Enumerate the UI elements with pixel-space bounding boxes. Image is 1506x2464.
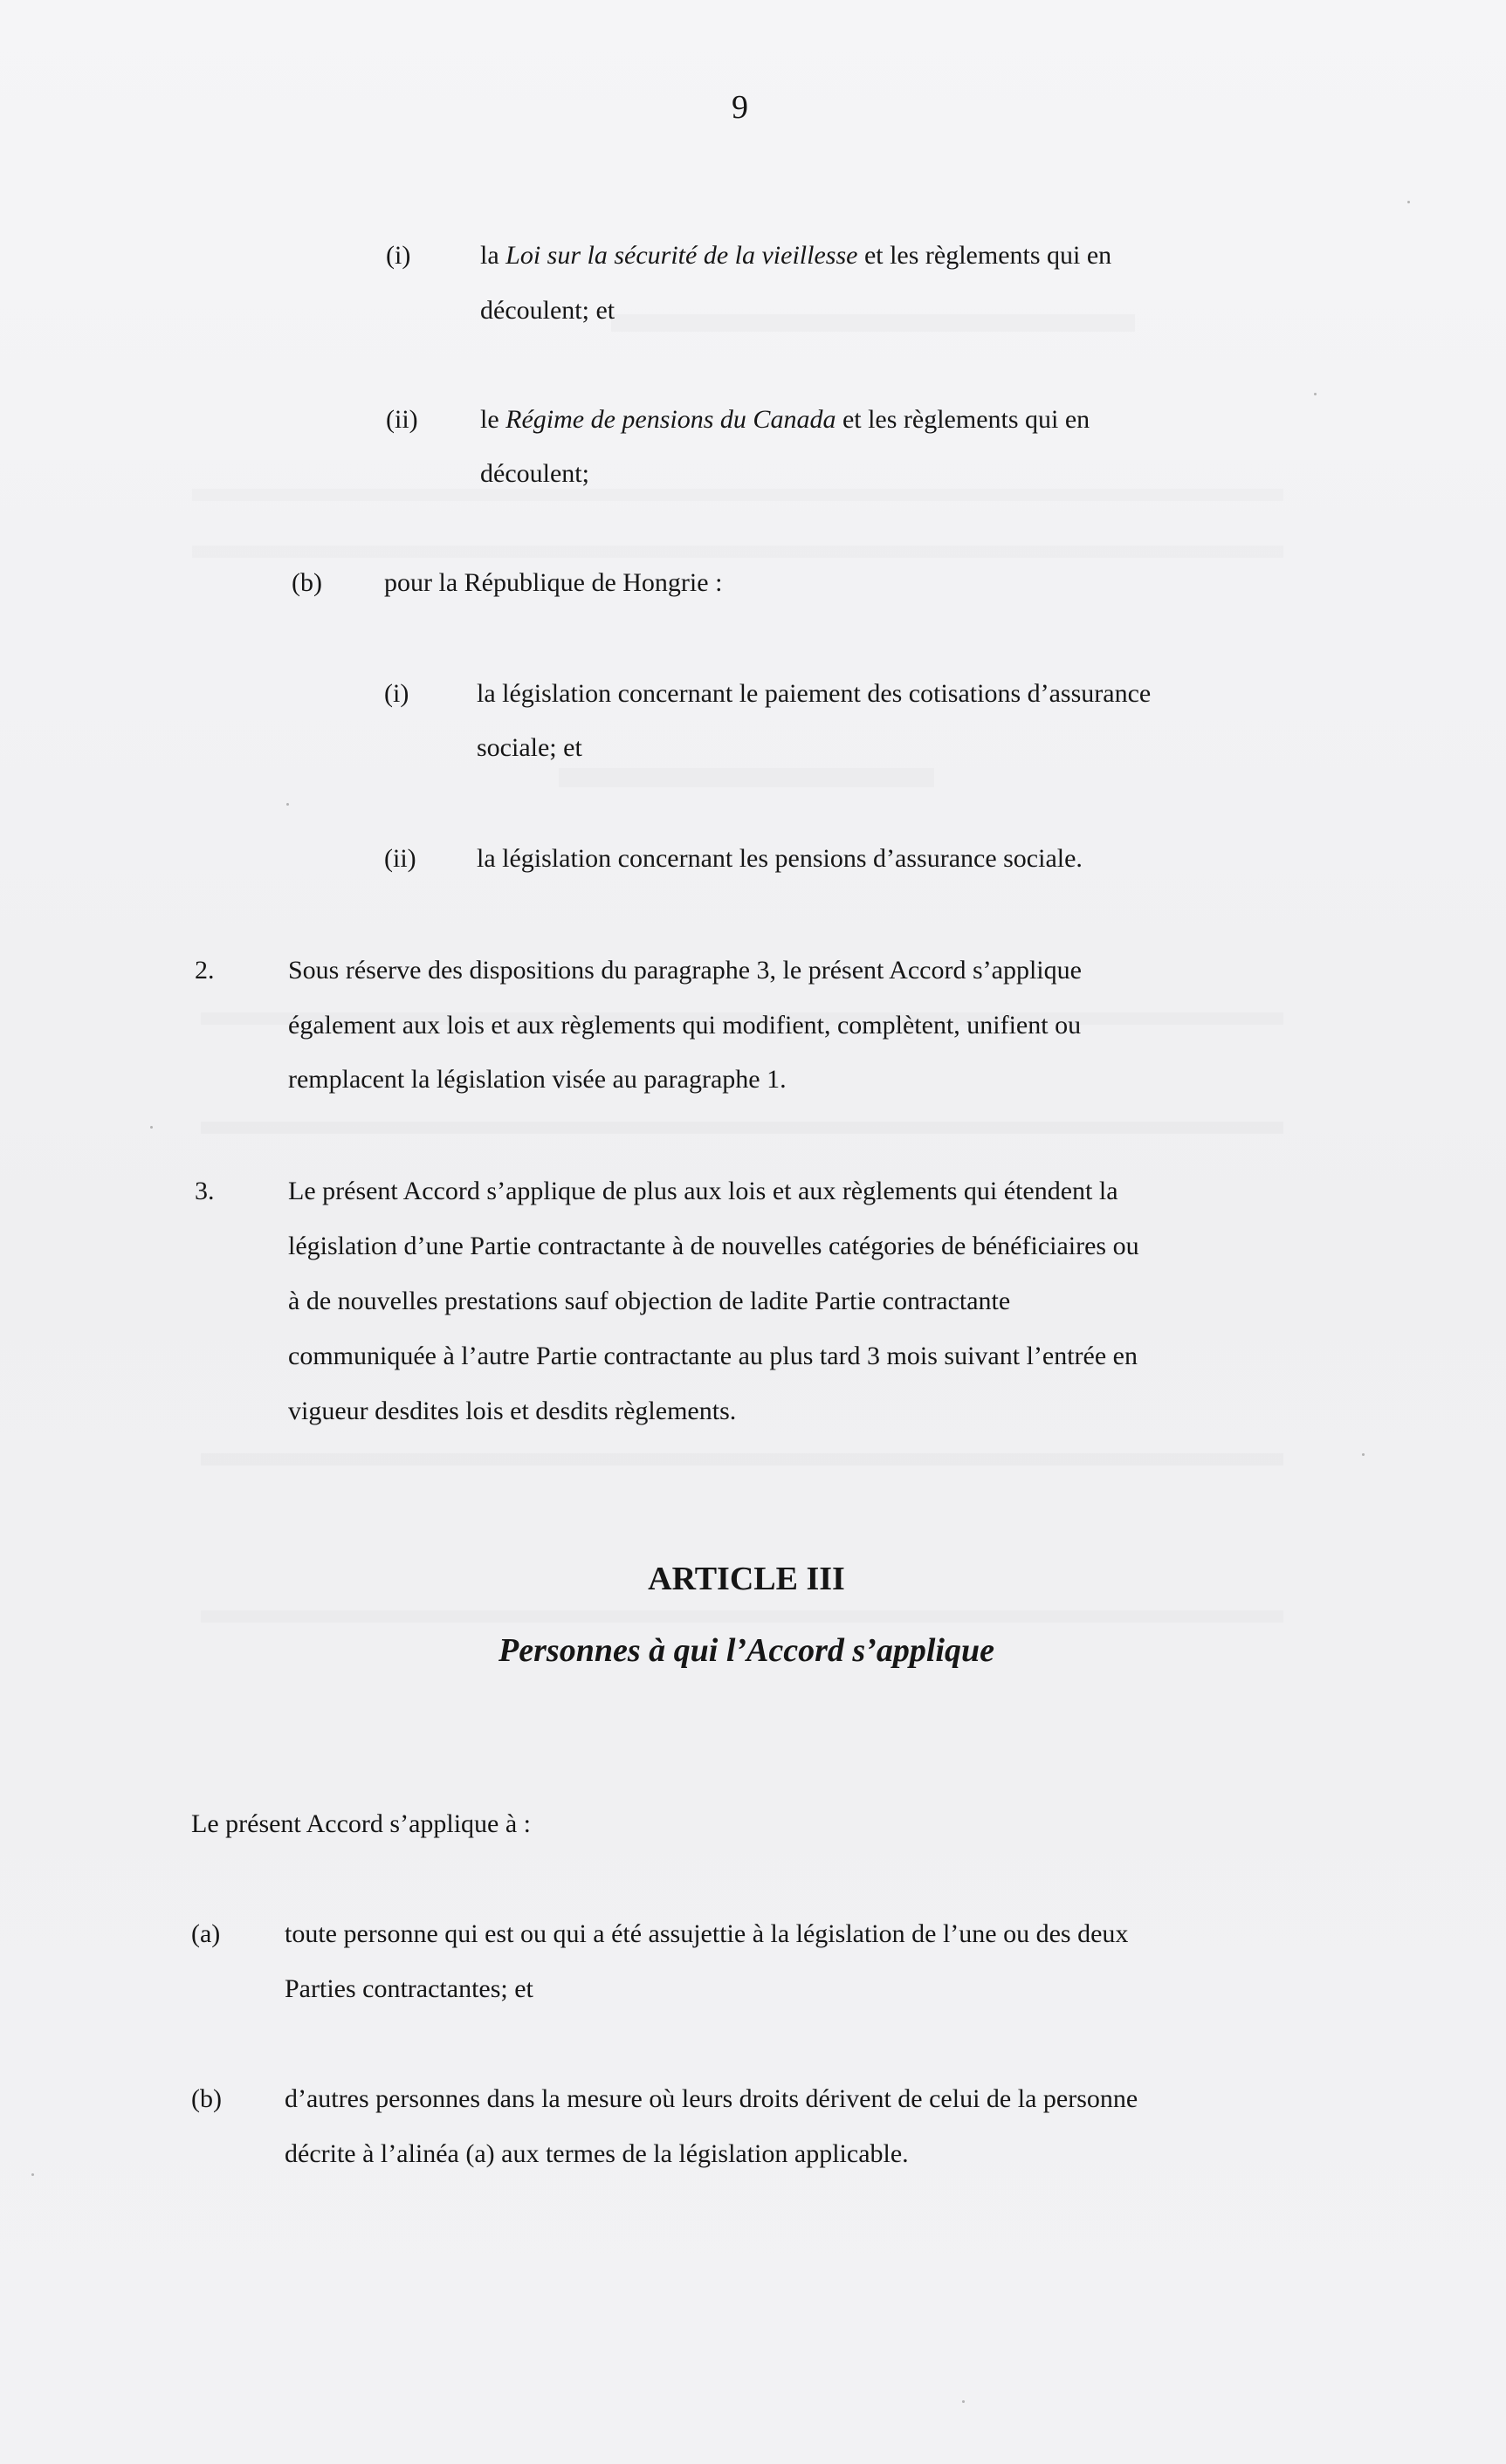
item-label: (b) xyxy=(292,568,322,597)
paragraph-line: Le présent Accord s’applique de plus aux lois et aux règlements qui étendent la xyxy=(288,1177,1118,1205)
item-label: (i) xyxy=(386,241,411,270)
paragraph-line: législation d’une Partie contractante à de nouvelles catégories de bénéficiaires ou xyxy=(288,1232,1139,1260)
item-text-continuation: Parties contractantes; et xyxy=(285,1974,533,2003)
statute-title: Loi sur la sécurité de la vieillesse xyxy=(505,241,858,270)
item-text-continuation: découlent; xyxy=(480,459,589,488)
item-text: la législation concernant le paiement des cotisations d’assurance xyxy=(477,679,1152,708)
item-label: (i) xyxy=(384,679,409,708)
bleed-through-decoration xyxy=(201,1453,1283,1465)
item-text: toute personne qui est ou qui a été assujettie à la législation de l’une ou des deux xyxy=(285,1919,1129,1948)
paper-speck xyxy=(150,1126,153,1129)
item-text xyxy=(480,407,1090,433)
paragraph-line: remplacent la législation visée au paragraphe 1. xyxy=(288,1065,787,1094)
text-run: la xyxy=(480,241,506,270)
bleed-through-decoration xyxy=(559,768,934,787)
paper-speck xyxy=(31,2173,34,2176)
paragraph-number: 3. xyxy=(195,1177,215,1205)
paragraph-line: communiquée à l’autre Partie contractante au plus tard 3 mois suivant l’entrée en xyxy=(288,1342,1138,1370)
item-text: d’autres personnes dans la mesure où leurs droits dérivent de celui de la personne xyxy=(285,2084,1138,2113)
paragraph-line: à de nouvelles prestations sauf objection de ladite Partie contractante xyxy=(288,1287,1011,1315)
paragraph-line: vigueur desdites lois et desdits règlements. xyxy=(288,1397,737,1425)
bleed-through-decoration xyxy=(611,314,1135,332)
paper-speck xyxy=(962,2400,965,2403)
paper-speck xyxy=(1314,393,1317,395)
item-label: (a) xyxy=(191,1919,221,1948)
paragraph-line: Sous réserve des dispositions du paragraphe 3, le présent Accord s’applique xyxy=(288,956,1082,985)
article-subtitle: Personnes à qui l’Accord s’applique xyxy=(499,1632,994,1669)
paragraph-line: également aux lois et aux règlements qui modifient, complètent, unifient ou xyxy=(288,1011,1082,1040)
item-label: (ii) xyxy=(384,844,416,873)
item-text: pour la République de Hongrie : xyxy=(384,568,723,597)
page-number: 9 xyxy=(732,89,748,126)
text-run: et les règlements qui en xyxy=(836,405,1090,434)
bleed-through-decoration xyxy=(201,1122,1283,1134)
paper-speck xyxy=(1362,1453,1365,1456)
item-text-continuation: sociale; et xyxy=(477,733,582,762)
article-title: ARTICLE III xyxy=(648,1561,845,1597)
item-label: (b) xyxy=(191,2084,222,2113)
item-text xyxy=(480,243,1111,269)
item-label: (ii) xyxy=(386,405,418,434)
paper-speck xyxy=(286,803,289,806)
item-text-continuation: découlent; et xyxy=(480,296,615,325)
bleed-through-decoration xyxy=(201,1610,1283,1623)
item-text-continuation: décrite à l’alinéa (a) aux termes de la législation applicable. xyxy=(285,2139,909,2168)
bleed-through-decoration xyxy=(192,489,1283,501)
statute-title: Régime de pensions du Canada xyxy=(505,405,836,434)
item-text: la législation concernant les pensions d’assurance sociale. xyxy=(477,844,1083,873)
article-intro: Le présent Accord s’applique à : xyxy=(191,1809,532,1838)
bleed-through-decoration xyxy=(192,546,1283,558)
paper-speck xyxy=(1407,201,1410,203)
text-run: et les règlements qui en xyxy=(857,241,1112,270)
paragraph-number: 2. xyxy=(195,956,215,985)
text-run: le xyxy=(480,405,506,434)
